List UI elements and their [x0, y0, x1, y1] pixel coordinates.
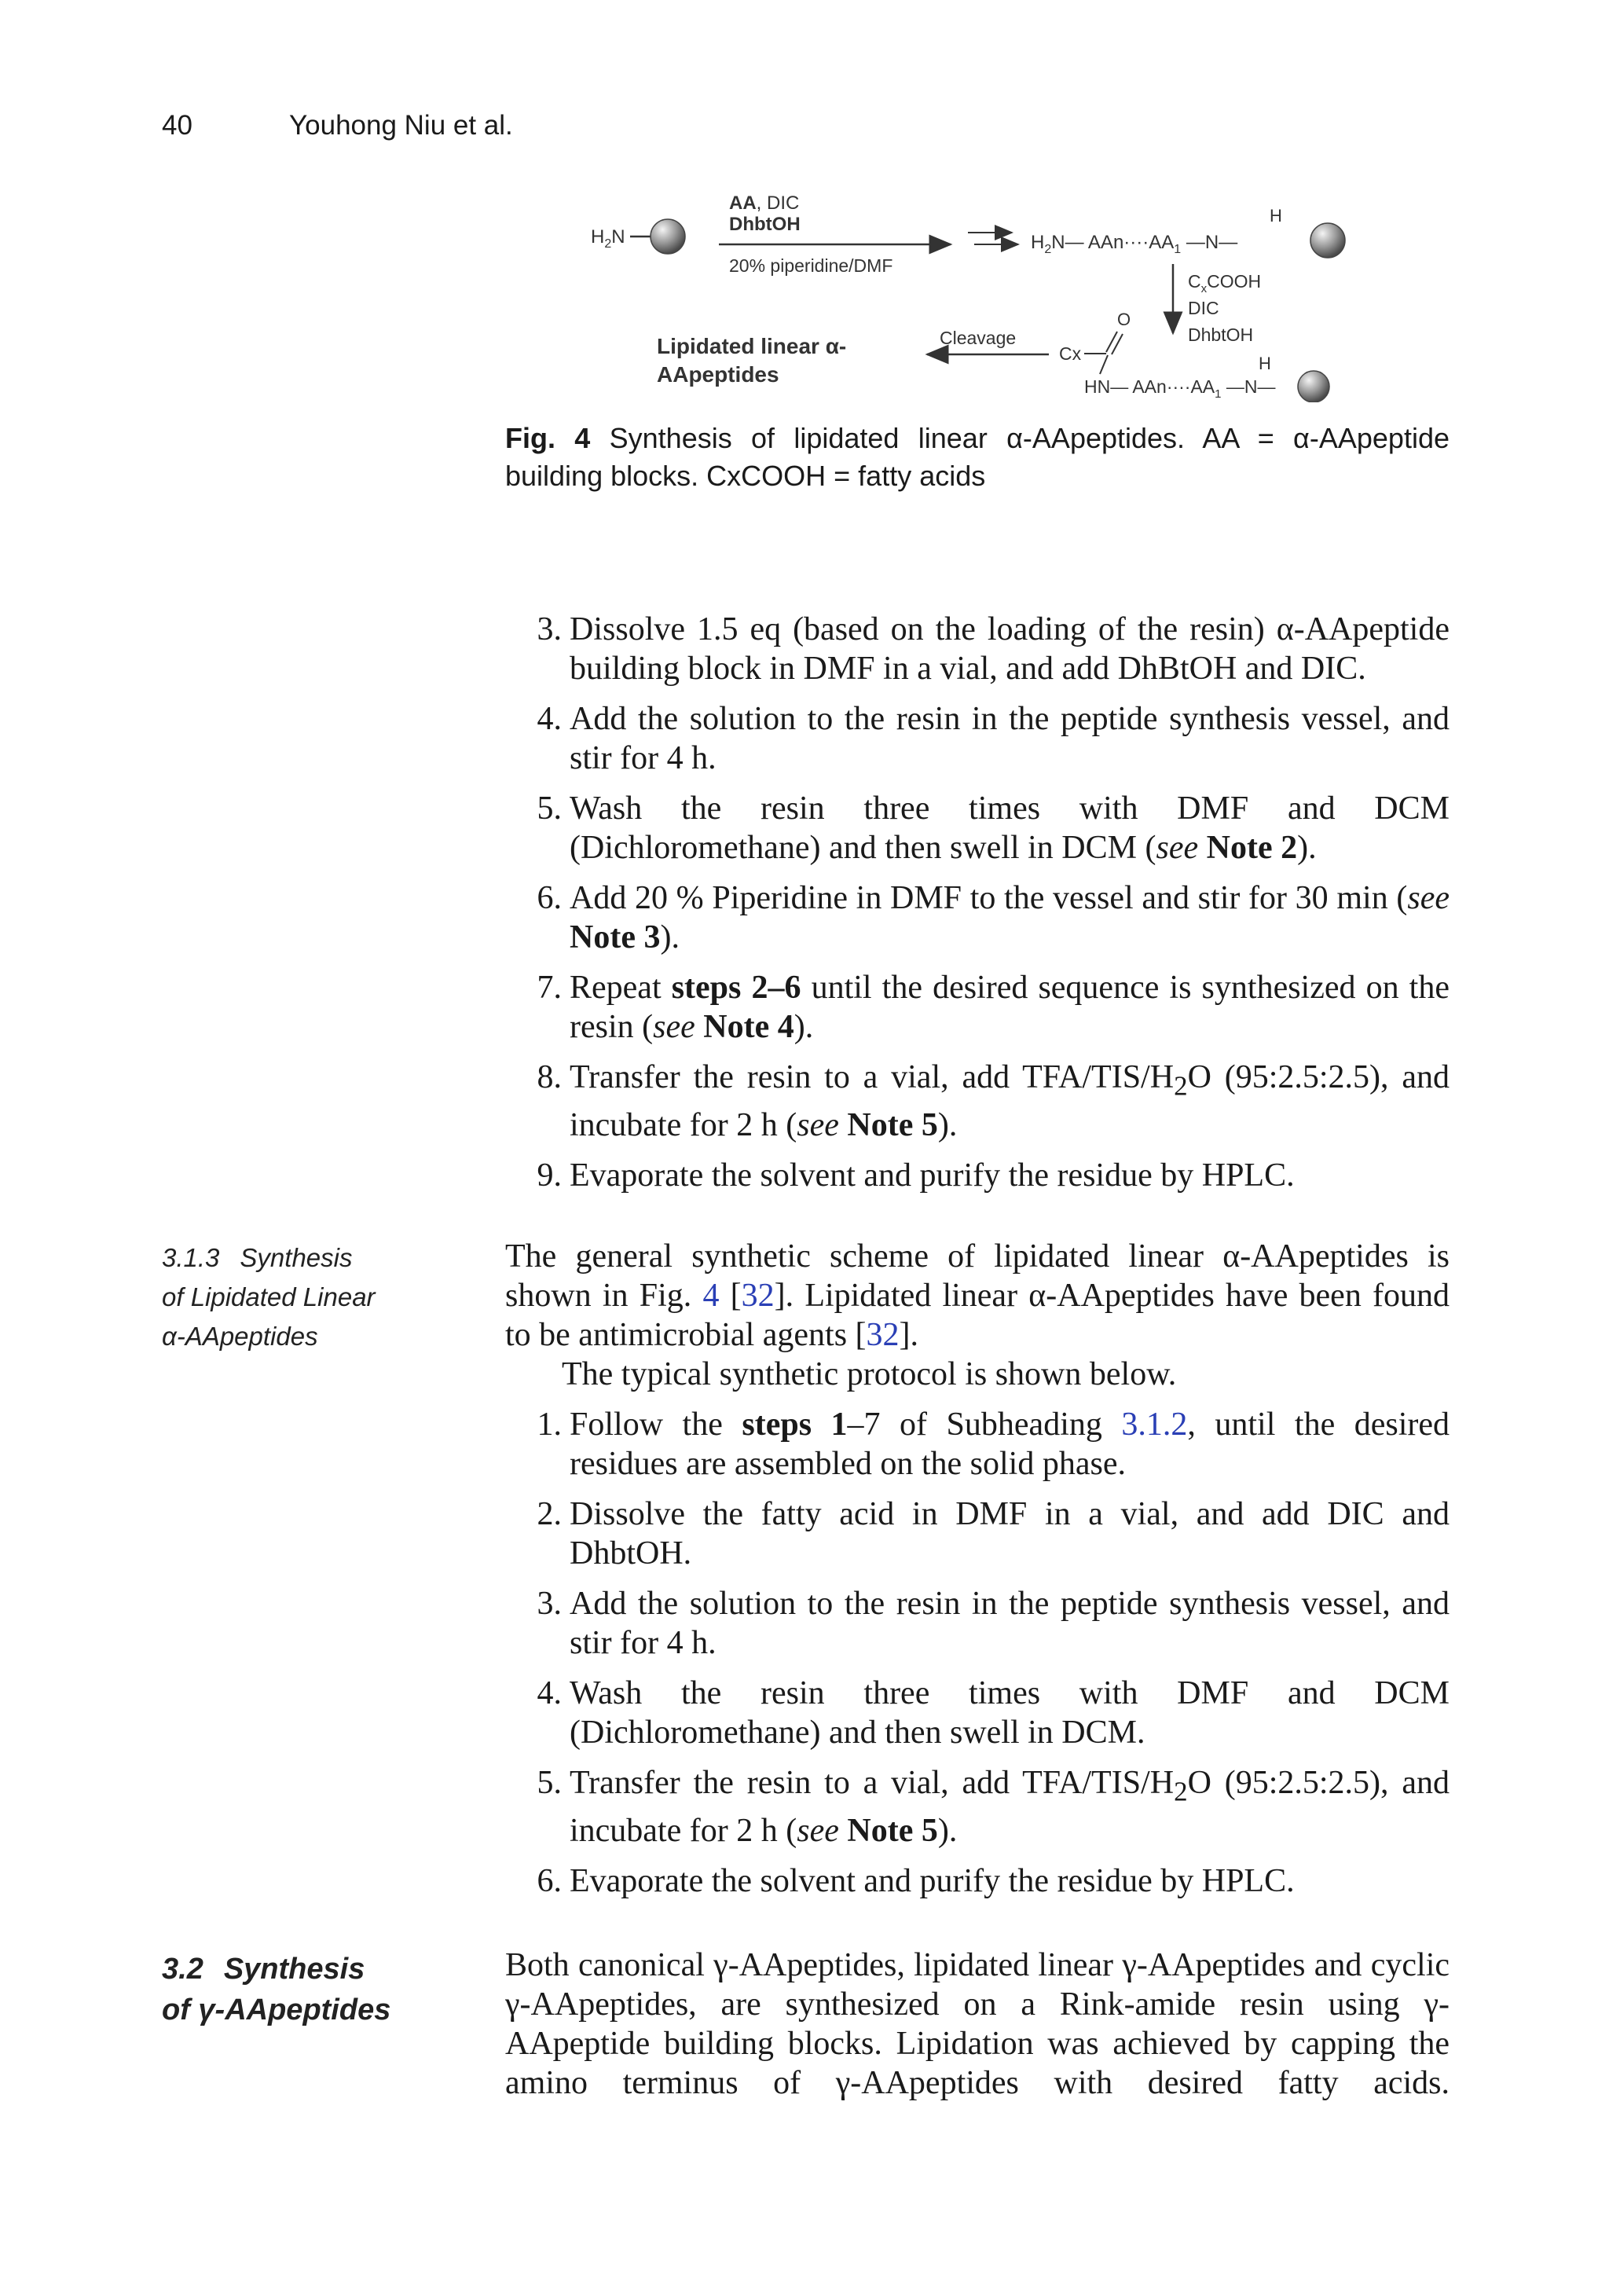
section-3-2-body: [505, 1946, 1450, 2103]
text-run: Dissolve the fatty acid in DMF in a vial, and add DIC and DhbtOH.: [570, 1496, 1450, 1572]
section-number: 3.2: [162, 1953, 203, 1986]
subsection-intro-paragraph: [505, 1237, 1450, 1355]
chain-sub2: 1: [1174, 243, 1182, 256]
list-item: [505, 1156, 1450, 1195]
protocol-intro-line: The typical synthetic protocol is shown below.: [562, 1356, 1177, 1392]
list-item: [505, 878, 1450, 957]
product-name-line1: Lipidated linear α-: [657, 334, 847, 358]
list-item-number: 3.: [537, 1586, 562, 1622]
synthesis-scheme-figure: [581, 185, 1367, 402]
cap-c: C: [1188, 271, 1201, 292]
capping-reagent-3: DhbtOH: [1188, 325, 1254, 345]
product-name-line2: AApeptides: [657, 362, 779, 387]
chain-label: [1031, 232, 1237, 256]
list-item-number: 9.: [537, 1157, 562, 1194]
resin-start-suffix: N: [611, 226, 625, 248]
resin-start-label: [591, 226, 625, 251]
subsection-number: 3.1.3: [162, 1243, 220, 1272]
list-item-number: 1.: [537, 1407, 562, 1443]
chain-sub: 2: [1044, 243, 1052, 256]
reagents-line1: [729, 193, 799, 214]
chain-end: —N—: [1181, 232, 1238, 253]
resin-bead-chain: [1310, 223, 1345, 258]
list-item-number: 4.: [537, 701, 562, 737]
text-run: Transfer the resin to a vial, add TFA/TIS/H: [570, 1765, 1175, 1801]
text-run: Add 20 % Piperidine in DMF to the vessel and stir for 30 min (: [570, 880, 1408, 916]
list-item: [505, 1674, 1450, 1752]
section-title-line2: of γ-AApeptides: [162, 1993, 391, 2026]
text-run: ).: [937, 1107, 958, 1144]
text-run: O (95:2.5:2.5), and incubate for 2 h (: [570, 1059, 1450, 1144]
list-item: [505, 1495, 1450, 1573]
bold-ref: Note 5: [847, 1107, 938, 1144]
figure-caption-label: Fig. 4: [505, 422, 591, 454]
list-item: [505, 610, 1450, 688]
resin-start-prefix: H: [591, 226, 605, 248]
list-item-number: 2.: [537, 1496, 562, 1532]
figure-caption: [505, 420, 1450, 495]
italic-see: see: [1156, 830, 1199, 866]
cx-label: Cx: [1059, 343, 1082, 364]
text-run: [: [719, 1278, 742, 1314]
list-item: [505, 1584, 1450, 1663]
text-run: O (95:2.5:2.5), and incubate for 2 h (: [570, 1765, 1450, 1850]
subscript: 2: [1174, 1070, 1188, 1102]
text-run: ).: [794, 1009, 814, 1045]
italic-see: see: [797, 1813, 839, 1850]
text-run: The general synthetic scheme of lipidated linear α-AApeptides is shown in Fig.: [505, 1238, 1450, 1314]
section-title-line1: Synthesis: [223, 1953, 365, 1986]
italic-see: see: [797, 1107, 839, 1144]
text-run: –7 of Subheading: [847, 1407, 1122, 1443]
protocol-list-continued: [505, 610, 1450, 1206]
list-item: [505, 968, 1450, 1047]
bold-ref: Note 4: [703, 1009, 794, 1045]
subsection-title-line3: α-AApeptides: [162, 1322, 318, 1351]
text-run: Evaporate the solvent and purify the residue by HPLC.: [570, 1157, 1295, 1194]
carbonyl-double-bond-1: [1106, 332, 1117, 352]
text-run: Wash the resin three times with DMF and DCM (Dichloromethane) and then swell in DCM (: [570, 790, 1450, 866]
figure-caption-text: Synthesis of lipidated linear α-AApeptides. AA = α-AApeptide building blocks. CxCOOH = fatty acids: [505, 422, 1450, 492]
italic-see: see: [653, 1009, 695, 1045]
carbonyl-double-bond-2: [1112, 334, 1123, 354]
resin-start-sub: 2: [604, 237, 612, 251]
resin-bead-start: [651, 219, 685, 254]
list-item-number: 7.: [537, 970, 562, 1006]
cross-reference-link[interactable]: 3.1.2: [1121, 1407, 1188, 1443]
text-run: , until the desired residues are assembled on the solid phase.: [570, 1407, 1450, 1482]
text-run: ]. Lipidated linear α-AApeptides have been found to be antimicrobial agents [: [505, 1278, 1450, 1353]
text-run: Repeat: [570, 970, 672, 1006]
cross-reference-link[interactable]: 32: [866, 1317, 900, 1353]
steps-list-1: [505, 610, 1450, 1195]
cross-reference-link[interactable]: 32: [741, 1278, 775, 1314]
bold-ref: steps 1: [742, 1407, 848, 1443]
product-sub: 1: [1215, 387, 1222, 401]
text-run: until the desired sequence is synthesized on the resin (: [570, 970, 1450, 1045]
text-run: [1198, 830, 1207, 866]
text-run: ].: [899, 1317, 919, 1353]
chain-h-label: H: [1270, 206, 1282, 226]
subsection-title-line2: of Lipidated Linear: [162, 1282, 376, 1311]
carbonyl-n-bond: [1100, 355, 1108, 374]
page-number: 40: [162, 110, 192, 141]
text-run: ).: [937, 1813, 958, 1850]
reagents-line2: DhbtOH: [729, 214, 801, 235]
list-item: [505, 1405, 1450, 1484]
text-run: Evaporate the solvent and purify the residue by HPLC.: [570, 1863, 1295, 1900]
italic-see: see: [1407, 880, 1450, 916]
list-item-number: 4.: [537, 1675, 562, 1711]
text-run: ).: [1297, 830, 1317, 866]
section-3-2-paragraph: Both canonical γ-AApeptides, lipidated linear γ-AApeptides and cyclic γ-AApeptides, are synthesized on a Rink-amide resin using γ-AApeptide building blocks. Lipidation was achieved by capping the amino terminus of γ-AApeptides with desired fatty acids.: [505, 1947, 1450, 2101]
reagent-aa: AA: [729, 193, 757, 214]
bold-ref: steps 2–6: [671, 970, 801, 1006]
list-item: [505, 789, 1450, 867]
reagent-dic: , DIC: [756, 193, 800, 214]
list-item: [505, 1861, 1450, 1901]
resin-bead-product: [1298, 371, 1329, 402]
list-item: [505, 1058, 1450, 1145]
cross-reference-link[interactable]: 4: [702, 1278, 720, 1314]
list-item-number: 5.: [537, 1765, 562, 1801]
text-run: Add the solution to the resin in the peptide synthesis vessel, and stir for 4 h.: [570, 1586, 1450, 1661]
section-heading-3-2: [162, 1949, 390, 2030]
steps-list-2: [505, 1405, 1450, 1901]
text-run: Add the solution to the resin in the peptide synthesis vessel, and stir for 4 h.: [570, 701, 1450, 776]
text-run: ).: [660, 919, 680, 955]
chain-mid: N— AAn····AA: [1051, 232, 1175, 253]
text-run: [839, 1813, 848, 1849]
text-run: Dissolve 1.5 eq (based on the loading of the resin) α-AApeptide building block in DMF in a vial, and add DhBtOH and DIC.: [570, 611, 1450, 687]
carbonyl-o-label: O: [1117, 310, 1131, 329]
list-item: [505, 1763, 1450, 1850]
product-end: —N—: [1221, 376, 1276, 397]
running-header-author: Youhong Niu et al.: [289, 110, 513, 141]
list-item-number: 3.: [537, 611, 562, 647]
capping-reagent-1: [1188, 271, 1261, 295]
subsection-title-line1: Synthesis: [240, 1243, 353, 1272]
bold-ref: Note 3: [570, 919, 661, 955]
product-chain-label: [1084, 376, 1275, 401]
list-item-number: 6.: [537, 1863, 562, 1900]
list-item: [505, 699, 1450, 778]
text-run: Follow the: [570, 1407, 742, 1443]
subscript: 2: [1174, 1776, 1188, 1807]
text-run: [695, 1009, 704, 1045]
capping-reagent-2: DIC: [1188, 298, 1219, 318]
bold-ref: Note 2: [1206, 830, 1298, 866]
text-run: Transfer the resin to a vial, add TFA/TIS/H: [570, 1059, 1175, 1095]
list-item-number: 8.: [537, 1059, 562, 1095]
text-run: Wash the resin three times with DMF and DCM (Dichloromethane) and then swell in DCM.: [570, 1675, 1450, 1751]
bold-ref: Note 5: [847, 1813, 938, 1850]
cap-cooh: COOH: [1207, 271, 1262, 292]
product-h-label: H: [1259, 354, 1271, 373]
text-run: [839, 1107, 848, 1143]
subsection-heading-3-1-3: [162, 1238, 376, 1356]
product-chain: HN— AAn····AA: [1084, 376, 1215, 397]
list-item-number: 6.: [537, 880, 562, 916]
cleavage-label: Cleavage: [940, 328, 1017, 348]
list-item-number: 5.: [537, 790, 562, 827]
reagents-below: 20% piperidine/DMF: [729, 255, 893, 276]
subsection-3-1-3-body: [505, 1237, 1450, 1912]
chain-prefix: H: [1031, 232, 1045, 253]
cap-x: x: [1200, 282, 1208, 295]
